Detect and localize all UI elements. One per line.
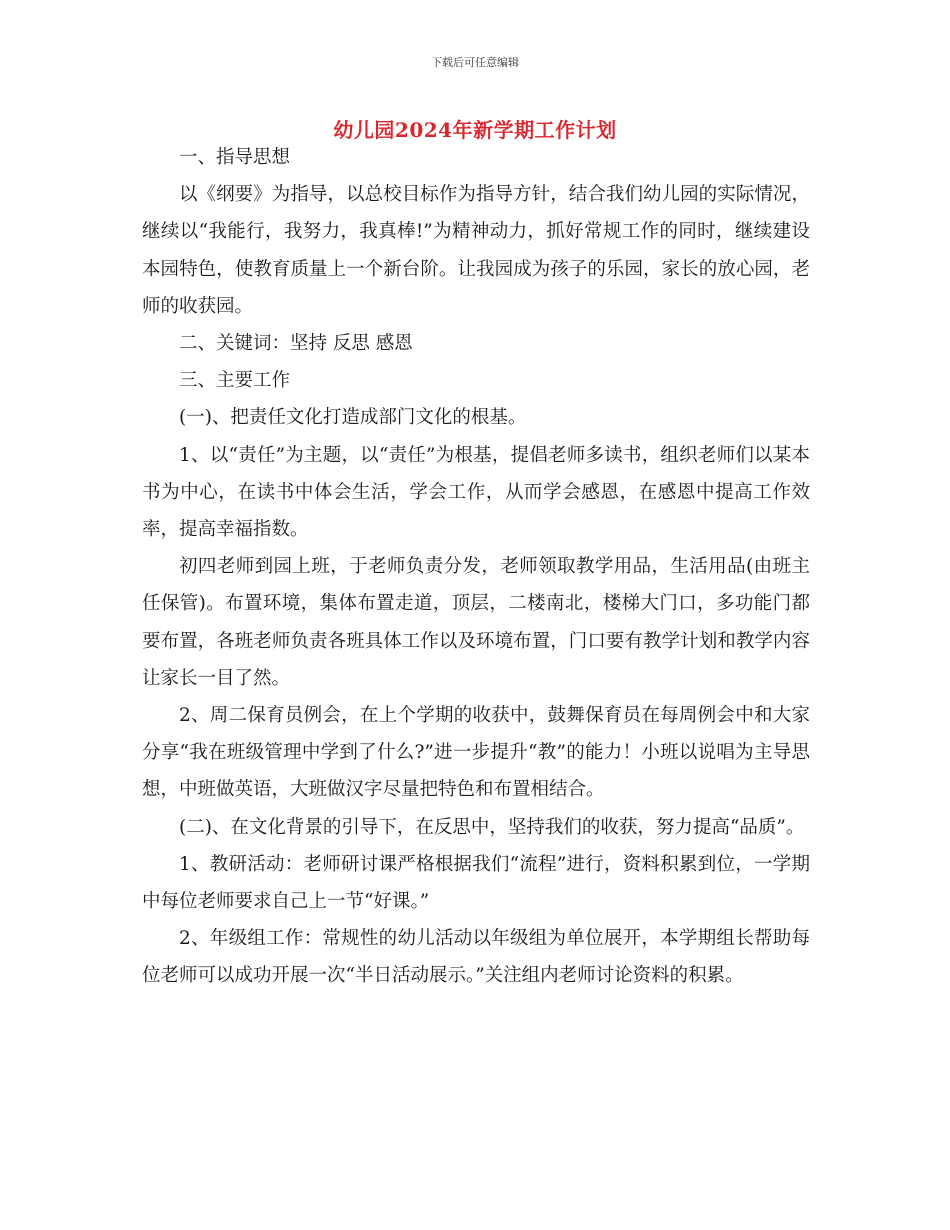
paragraph-responsibility-reading: 1、以“责任”为主题，以“责任”为根基，提倡老师多读书，组织老师们以某本书为中心，在读书中体会生活，学会工作，从而学会感恩，在感恩中提高工作效率，提高幸福指数。 <box>142 444 810 541</box>
document-body <box>142 139 810 995</box>
heading-guiding-ideology: 一、指导思想 <box>179 147 291 168</box>
paragraph-environment-setup: 初四老师到园上班，于老师负责分发，老师领取教学用品，生活用品(由班主任保管)。布置环境，集体布置走道，顶层，二楼南北，楼梯大门口，多功能门都要布置，各班老师负责各班具体工作以及环境布置，门口要有教学计划和教学内容让家长一目了然。 <box>142 556 810 689</box>
paragraph-teaching-research: 1、教研活动：老师研讨课严格根据我们“流程”进行，资料积累到位，一学期中每位老师要求自己上一节“好课。” <box>142 853 810 913</box>
paragraph-guiding-ideology: 以《纲要》为指导，以总校目标作为指导方针，结合我们幼儿园的实际情况，继续以“我能行，我努力，我真棒!”为精神动力，抓好常规工作的同时，继续建设本园特色，使教育质量上一个新台阶。让我园成为孩子的乐园，家长的放心园，老师的收获园。 <box>142 184 810 317</box>
subheading-responsibility-culture: (一)、把责任文化打造成部门文化的根基。 <box>179 407 527 429</box>
document-title: 幼儿园2024年新学期工作计划 <box>333 118 617 142</box>
paragraph-grade-group-work: 2、年级组工作：常规性的幼儿活动以年级组为单位展开，本学期组长帮助每位老师可以成功开展一次“半日活动展示。”关注组内老师讨论资料的积累。 <box>142 928 810 987</box>
page-header-note: 下载后可任意编辑 <box>431 56 519 69</box>
heading-main-work: 三、主要工作 <box>179 370 291 392</box>
paragraph-caregiver-meeting: 2、周二保育员例会，在上个学期的收获中，鼓舞保育员在每周例会中和大家分享“我在班级管理中学到了什么?”进一步提升“教”的能力！小班以说唱为主导思想，中班做英语，大班做汉字尽量把特色和布置相结合。 <box>142 705 810 801</box>
subheading-improve-quality: (二)、在文化背景的引导下，在反思中，坚持我们的收获，努力提高“品质”。 <box>179 816 805 838</box>
heading-keywords: 二、关键词：坚持 反思 感恩 <box>179 333 413 355</box>
